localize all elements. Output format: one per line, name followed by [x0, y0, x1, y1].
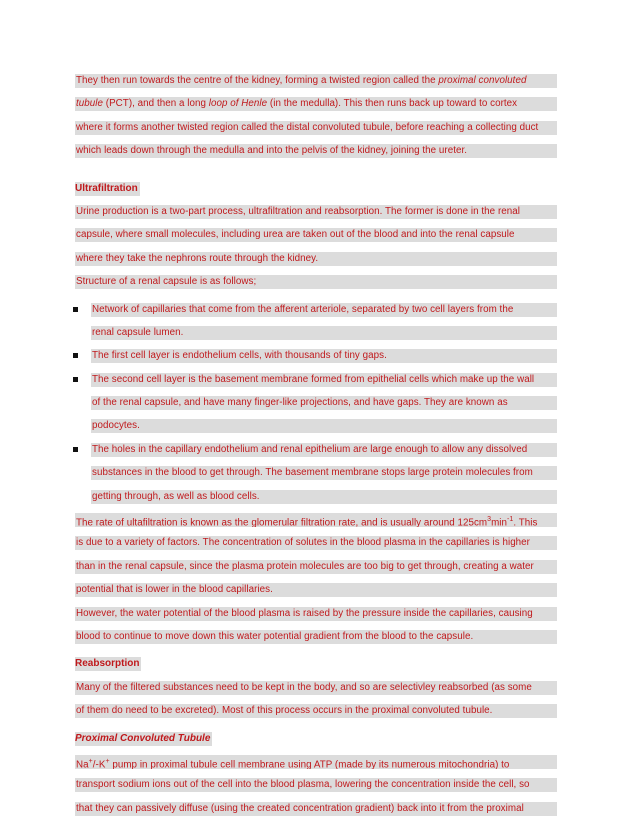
italic-term: loop of Henle — [208, 98, 268, 110]
text-line: Many of the filtered substances need to be kept in the body, and so are selectivley reabsorbed (as some — [75, 681, 557, 695]
section-heading: Proximal Convoluted Tubule — [75, 732, 211, 744]
text-line: than in the renal capsule, since the plasma protein molecules are too big to get through, creating a water — [75, 560, 557, 574]
text-line: where it forms another twisted region called the distal convoluted tubule, before reaching a collecting duct — [75, 121, 557, 135]
italic-term: tubule — [76, 98, 103, 110]
text-line: where they take the nephrons route through the kidney. — [75, 252, 557, 266]
superscript: 3 — [487, 516, 492, 524]
text-line: Network of capillaries that come from the afferent arteriole, separated by two cell layers from the — [91, 303, 557, 317]
text-line — [75, 755, 557, 769]
text-line: is due to a variety of factors. The concentration of solutes in the blood plasma in the capillaries is higher — [75, 536, 557, 550]
section-heading: Reabsorption — [75, 658, 140, 670]
text-span: . This — [513, 517, 538, 528]
text-line: capsule, where small molecules, including urea are taken out of the blood and into the renal capsule — [75, 228, 557, 242]
text-line: The first cell layer is endothelium cells, with thousands of tiny gaps. — [91, 349, 557, 363]
text-line: Structure of a renal capsule is as follows; — [75, 275, 557, 289]
text-span: min — [491, 517, 508, 528]
document-body — [75, 74, 557, 825]
superscript: -1 — [507, 516, 514, 524]
text-line: of the renal capsule, and have many finger-like projections, and have gaps. They are known as — [91, 396, 557, 410]
bullet-item — [75, 373, 557, 434]
text-line: renal capsule lumen. — [91, 326, 557, 340]
bullet-item — [75, 443, 557, 504]
text-line: Urine production is a two-part process, ultrafiltration and reabsorption. The former is done in the renal — [75, 205, 557, 219]
text-line: of them do need to be excreted). Most of this process occurs in the proximal convoluted tubule. — [75, 704, 557, 718]
text-line: that they can passively diffuse (using the created concentration gradient) back into it from the proximal — [75, 802, 557, 816]
text-line: podocytes. — [91, 419, 557, 433]
text-span: The rate of ultafiltration is known as the glomerular filtration rate, and is usually around 125cm — [76, 517, 488, 528]
text-span: (in the medulla). This then runs back up toward to cortex — [267, 98, 518, 110]
bullet-square-icon — [73, 377, 78, 382]
text-line — [75, 97, 557, 111]
text-line: substances in the blood to get through. The basement membrane stops large protein molecules from — [91, 466, 557, 480]
text-line: The holes in the capillary endothelium and renal epithelium are large enough to allow any dissolved — [91, 443, 557, 457]
text-line: getting through, as well as blood cells. — [91, 490, 557, 504]
text-line — [75, 74, 557, 88]
italic-term: proximal convoluted — [438, 75, 527, 86]
text-span: (PCT), and then a long — [103, 98, 209, 110]
text-span: /-K — [92, 759, 106, 769]
text-line: blood to continue to move down this water potential gradient from the blood to the capsule. — [75, 630, 557, 644]
text-line: which leads down through the medulla and into the pelvis of the kidney, joining the ureter. — [75, 144, 557, 158]
bullet-square-icon — [73, 307, 78, 312]
superscript: + — [88, 757, 93, 765]
bullet-square-icon — [73, 447, 78, 452]
text-line: transport sodium ions out of the cell into the blood plasma, lowering the concentration inside the cell, so — [75, 778, 557, 792]
text-line: However, the water potential of the blood plasma is raised by the pressure inside the capillaries, causing — [75, 607, 557, 621]
bullet-square-icon — [73, 353, 78, 358]
text-line: potential that is lower in the blood capillaries. — [75, 583, 557, 597]
text-span: Na — [76, 759, 89, 769]
bullet-item — [75, 303, 557, 340]
text-line: The second cell layer is the basement membrane formed from epithelial cells which make up the wall — [91, 373, 557, 387]
section-heading: Ultrafiltration — [75, 182, 138, 194]
superscript: + — [105, 757, 110, 765]
text-span: They then run towards the centre of the kidney, forming a twisted region called the — [76, 75, 439, 86]
text-span: pump in proximal tubule cell membrane using ATP (made by its numerous mitochondria) to — [109, 759, 510, 769]
bullet-item — [75, 349, 557, 363]
text-line — [75, 513, 557, 527]
